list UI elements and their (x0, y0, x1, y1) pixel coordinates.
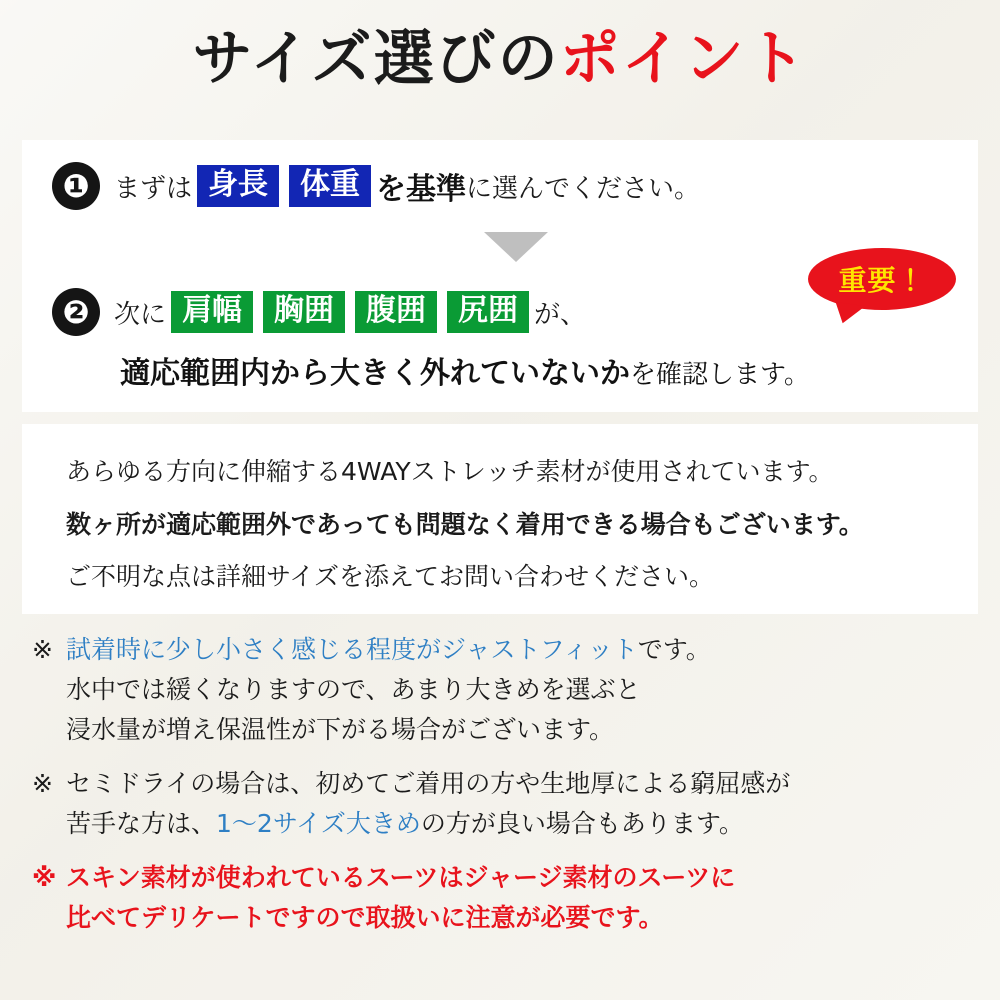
step2-second-line (120, 348, 810, 392)
step2-soft-text: を確認します。 (630, 360, 810, 390)
step2-strong-text: 適応範囲内から大きく外れていないか (120, 356, 630, 391)
note-pre-text: 苦手な方は、 (66, 809, 217, 838)
note-highlight-text: 1〜2サイズ大きめ (216, 809, 421, 838)
note-line: 水中では緩くなりますので、あまり大きめを選ぶと (66, 675, 641, 704)
tag-height: 身長 (197, 165, 279, 207)
step-row-1 (52, 162, 700, 210)
tag-chest: 胸囲 (263, 291, 345, 333)
tag-shoulder-width: 肩幅 (171, 291, 253, 333)
step-number-2: ❷ (52, 288, 100, 336)
note-line (66, 630, 972, 670)
step2-tail-text: が、 (534, 299, 587, 330)
step1-lead-text: まずは (114, 173, 193, 204)
important-badge-label: 重要！ (838, 264, 926, 297)
note-item-warning (32, 858, 972, 938)
note-highlight-text: 試着時に少し小さく感じる程度がジャストフィット (66, 635, 638, 664)
step1-tail-text: に選んでください。 (466, 173, 701, 204)
note-item (32, 630, 972, 750)
note-line: 比べてデリケートですので取扱いに注意が必要です。 (66, 903, 664, 932)
note-post-text: の方が良い場合もあります。 (420, 809, 744, 838)
note-mark-icon: ※ (32, 863, 57, 892)
step2-lead-text: 次に (114, 299, 167, 330)
step-number-1: ❶ (52, 162, 100, 210)
note-body (66, 630, 972, 750)
tag-hip: 尻囲 (447, 291, 529, 333)
notes-list (32, 630, 972, 952)
page-title (0, 0, 1000, 92)
page-title-red: ポイント (559, 24, 808, 94)
notice-line-3: ご不明な点は詳細サイズを添えてお問い合わせください。 (66, 562, 715, 591)
note-line (66, 804, 972, 844)
notice-line-1: あらゆる方向に伸縮する4WAYストレッチ素材が使用されています。 (66, 457, 834, 486)
note-plain-text: です。 (637, 635, 711, 664)
note-body (66, 858, 972, 938)
note-mark-icon: ※ (32, 769, 53, 798)
step-row-2 (52, 288, 586, 336)
page-title-black: サイズ選びの (192, 24, 560, 94)
note-body (66, 764, 972, 844)
important-badge (808, 248, 956, 310)
step1-mid-text: を基準 (376, 172, 467, 207)
note-item (32, 764, 972, 844)
note-line: スキン素材が使われているスーツはジャージ素材のスーツに (66, 863, 736, 892)
note-line: セミドライの場合は、初めてご着用の方や生地厚による窮屈感が (66, 769, 791, 798)
note-mark-icon: ※ (32, 635, 53, 664)
tag-weight: 体重 (289, 165, 371, 207)
tag-waist: 腹囲 (355, 291, 437, 333)
notice-line-2: 数ヶ所が適応範囲外であっても問題なく着用できる場合もございます。 (66, 510, 864, 539)
arrow-down-icon (484, 232, 548, 262)
note-line: 浸水量が増え保温性が下がる場合がございます。 (66, 715, 615, 744)
